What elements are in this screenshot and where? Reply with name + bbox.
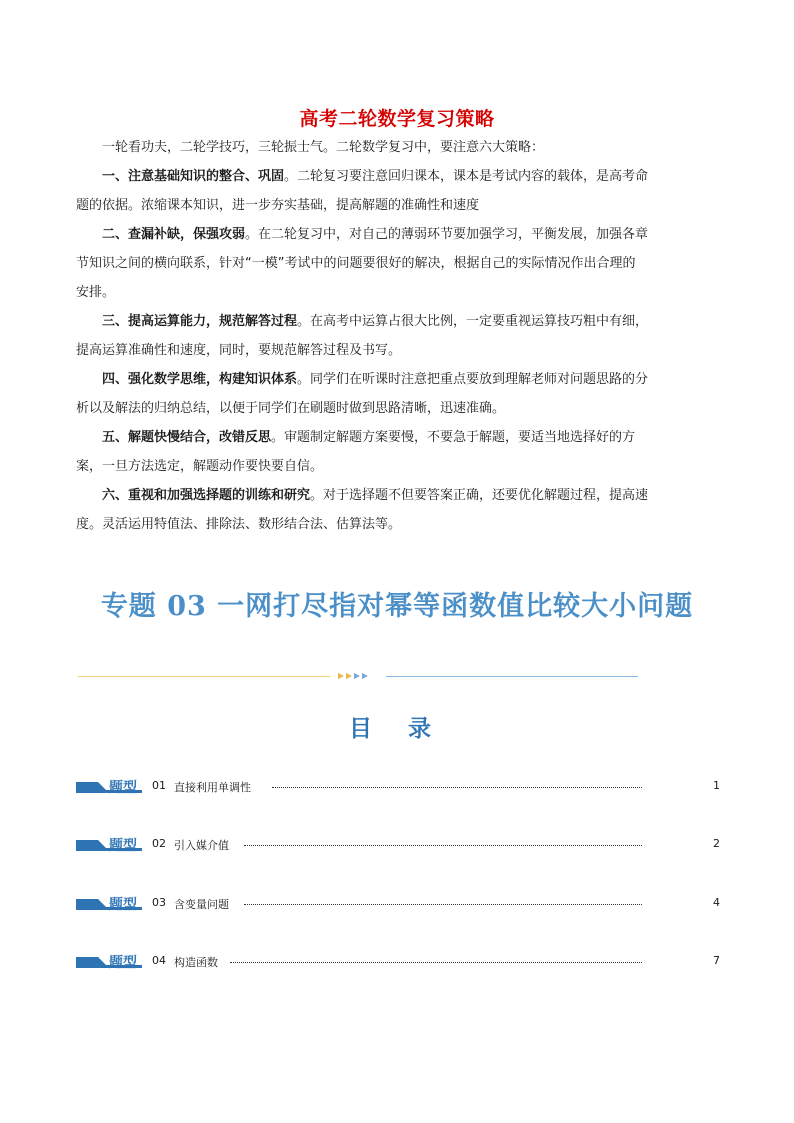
toc-page-number: 4 [713,896,720,909]
strategy-item-5 [76,423,719,481]
item-body: 题的依据。浓缩课本知识，进一步夯实基础，提高解题的准确性和速度 [76,198,480,213]
item-body: 。对于选择题不但要答案正确，还要优化解题过程，提高速 [310,488,649,503]
item-body: 析以及解法的归纳总结，以便于同学们在刷题时做到思路清晰，迅速准确。 [76,401,506,416]
strategy-item-1 [76,162,719,220]
item-body: 。审题制定解题方案要慢，不要急于解题，要适当地选择好的方 [271,430,636,445]
item-lead: 三、提高运算能力，规范解答过程 [102,314,298,329]
strategy-item-6 [76,481,719,539]
toc-number: 04 [152,954,166,967]
strategy-item-4 [76,365,719,423]
toc-label: 构造函数 [174,956,218,969]
toc-number: 01 [152,779,166,792]
toc-entry[interactable] [76,834,726,856]
item-body: 。在高考中运算占很大比例，一定要重视运算技巧粗中有细， [297,314,649,329]
item-body: 节知识之间的横向联系，针对“一模”考试中的问题要很好的解决，根据自己的实际情况作出合理的 [76,256,636,271]
toc-label: 引入媒介值 [174,839,229,852]
item-lead: 六、重视和加强选择题的训练和研究 [102,488,311,503]
toc-page-number: 7 [713,954,720,967]
item-body: 。二轮复习要注意回归课本，课本是考试内容的载体，是高考命 [284,169,649,184]
divider-line-right [386,676,638,677]
toc-entry[interactable] [76,951,726,973]
item-body: 安排。 [76,285,116,300]
strategy-item-2 [76,220,719,307]
item-lead: 四、强化数学思维，构建知识体系 [102,372,298,387]
toc-entry[interactable] [76,776,726,798]
badge-label: 题型 [109,955,137,971]
topic-title: 专题 03 一网打尽指对幂等函数值比较大小问题 [100,591,694,622]
item-body: 案，一旦方法选定，解题动作要快要自信。 [76,459,324,474]
strategy-intro [102,133,719,162]
toc-leader [244,904,642,905]
item-body: 。同学们在听课时注意把重点要放到理解老师对问题思路的分 [297,372,649,387]
strategy-item-3 [76,307,719,365]
badge-label: 题型 [109,780,137,796]
badge-label: 题型 [109,897,137,913]
toc-page-number: 2 [713,837,720,850]
badge-label: 题型 [109,838,137,854]
toc-page-number: 1 [713,779,720,792]
toc-label: 直接利用单调性 [174,781,251,794]
item-body: 提高运算准确性和速度，同时，要规范解答过程及书写。 [76,343,402,358]
item-body: 。在二轮复习中，对自己的薄弱环节要加强学习，平衡发展，加强各章 [245,227,649,242]
toc-leader [230,962,642,963]
toc-label: 含变量问题 [174,898,229,911]
toc-entry[interactable] [76,893,726,915]
toc-number: 02 [152,837,166,850]
arrows-icon [336,669,380,683]
divider-line-left [78,676,330,677]
item-body: 度。灵活运用特值法、排除法、数形结合法、估算法等。 [76,517,402,532]
item-lead: 二、查漏补缺，保强攻弱 [102,227,246,242]
toc-leader [272,787,642,788]
item-lead: 一、注意基础知识的整合、巩固 [102,169,285,184]
strategy-title: 高考二轮数学复习策略 [299,108,495,130]
toc-heading: 目 录 [348,716,445,742]
toc-number: 03 [152,896,166,909]
item-lead: 五、解题快慢结合，改错反思 [102,430,272,445]
toc-leader [244,845,642,846]
intro-text: 一轮看功夫，二轮学技巧，三轮振士气。二轮数学复习中，要注意六大策略： [102,140,545,155]
